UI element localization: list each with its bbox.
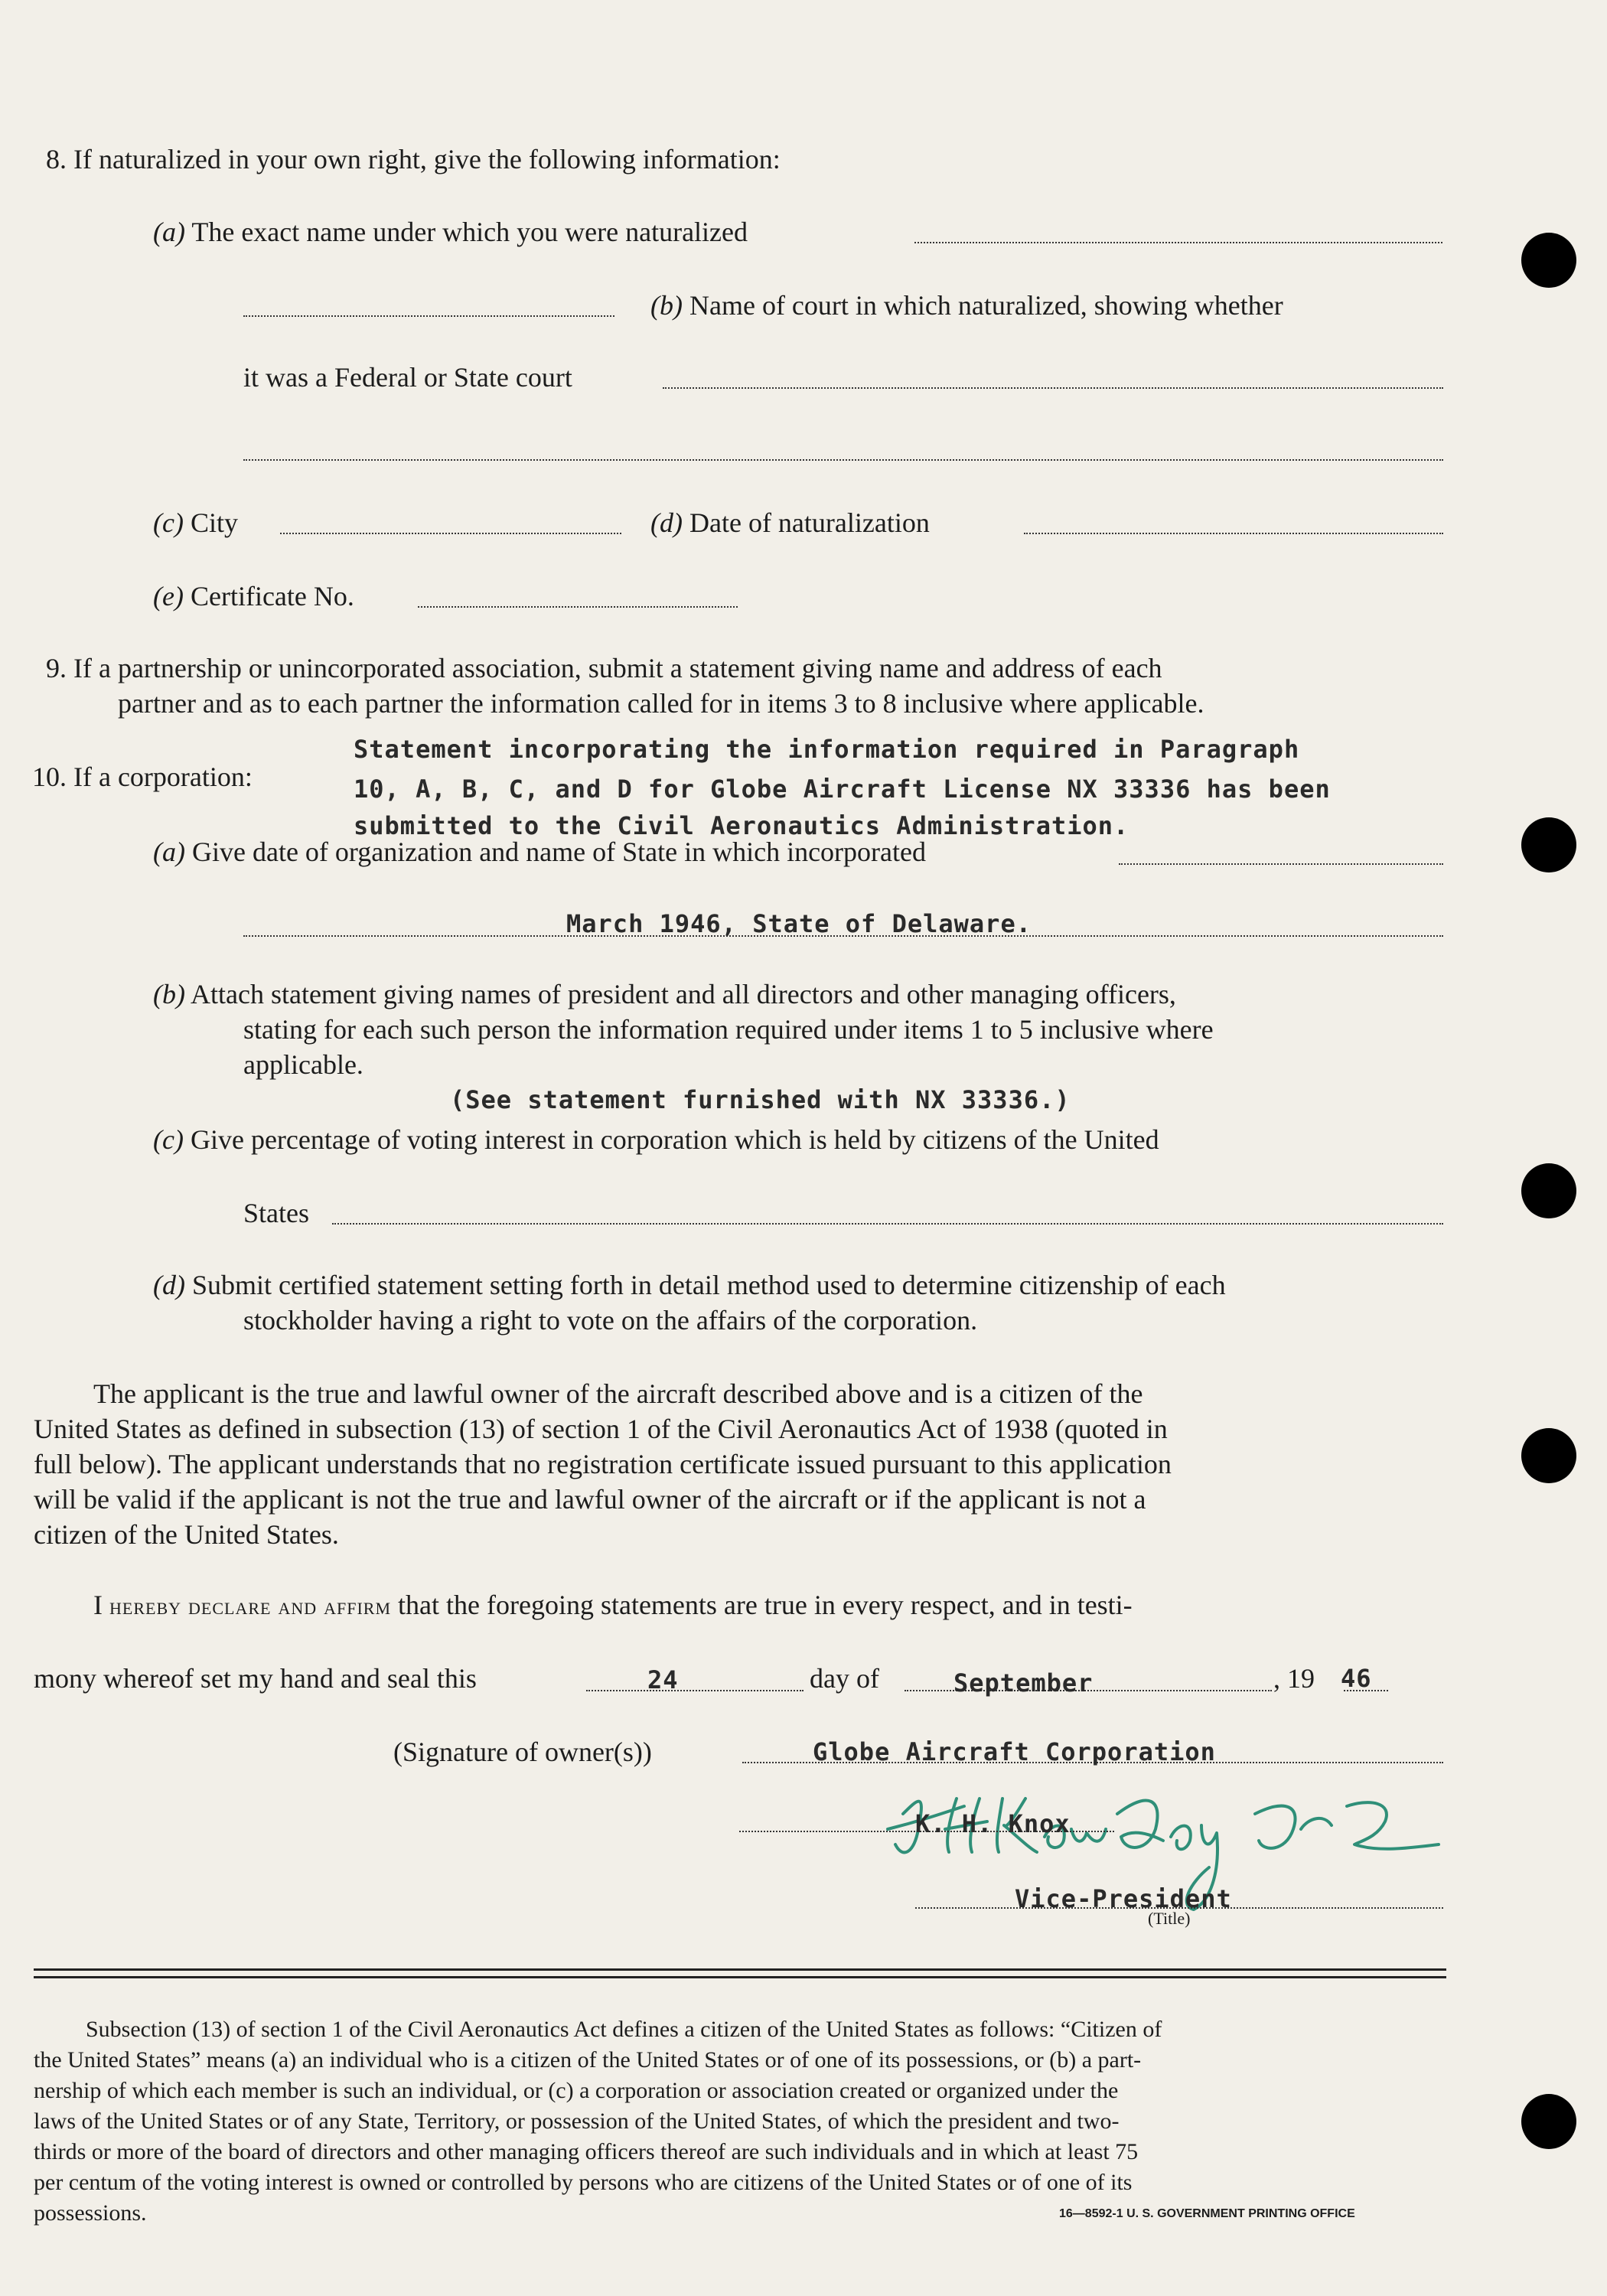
court-name-field-line-2[interactable] bbox=[243, 459, 1443, 461]
certificate-number-field[interactable] bbox=[418, 606, 738, 608]
typed-owner-name: Globe Aircraft Corporation bbox=[813, 1737, 1216, 1766]
item-10c-line-2: States bbox=[243, 1198, 309, 1228]
item-10c-label: (c) Give percentage of voting interest in corporation which is held by citizens of the United bbox=[153, 1124, 1159, 1155]
typed-organization-date: March 1946, State of Delaware. bbox=[566, 909, 1032, 938]
affirmation-line-2: mony whereof set my hand and seal this bbox=[34, 1663, 477, 1694]
declaration-line-2: United States as defined in subsection (13) of section 1 of the Civil Aeronautics Act of 1938 (quoted in bbox=[34, 1414, 1168, 1444]
declaration-line-5: citizen of the United States. bbox=[34, 1519, 339, 1550]
typed-statement-line-2: 10, A, B, C, and D for Globe Aircraft License NX 33336 has been bbox=[354, 775, 1331, 804]
item-9-text: 9. If a partnership or unincorporated association, submit a statement giving name and address of each bbox=[46, 653, 1162, 683]
typed-month: September bbox=[953, 1668, 1094, 1698]
typed-see-statement: (See statement furnished with NX 33336.) bbox=[450, 1085, 1071, 1114]
naturalized-name-field[interactable] bbox=[914, 242, 1442, 243]
item-9-text-line-2: partner and as to each partner the information called for in items 3 to 8 inclusive where applicable. bbox=[118, 688, 1204, 719]
declaration-line-1: The applicant is the true and lawful owner of the aircraft described above and is a citizen of the bbox=[93, 1378, 1143, 1409]
typed-year: 46 bbox=[1341, 1664, 1372, 1693]
city-field[interactable] bbox=[280, 533, 621, 534]
punch-hole bbox=[1521, 1428, 1576, 1483]
item-8b-continuation: it was a Federal or State court bbox=[243, 362, 572, 393]
footnote-line-1: Subsection (13) of section 1 of the Civil Aeronautics Act defines a citizen of the United States as follows: “Citizen of bbox=[86, 2017, 1162, 2042]
footnote-line-7: possessions. bbox=[34, 2200, 147, 2226]
item-10b-line-2: stating for each such person the information required under items 1 to 5 inclusive where bbox=[243, 1014, 1214, 1045]
affirmation-line-1: I hereby declare and affirm that the foregoing statements are true in every respect, and in testi- bbox=[93, 1590, 1133, 1620]
item-8-heading: 8. If naturalized in your own right, give the following information: bbox=[46, 144, 781, 174]
item-8b-label: (b) Name of court in which naturalized, showing whether bbox=[650, 290, 1283, 321]
item-8c-label: (c) City bbox=[153, 507, 238, 538]
footnote-line-5: thirds or more of the board of directors and other managing officers thereof are such individuals and in which at least 75 bbox=[34, 2139, 1139, 2164]
naturalization-date-field[interactable] bbox=[1024, 533, 1443, 534]
typed-title: Vice-President bbox=[1015, 1884, 1232, 1913]
footer-divider-bottom bbox=[34, 1976, 1446, 1978]
item-8a-label: (a) The exact name under which you were naturalized bbox=[153, 217, 748, 247]
typed-day: 24 bbox=[647, 1665, 679, 1694]
footnote-line-4: laws of the United States or of any State, Territory, or possession of the United States, of which the president and two- bbox=[34, 2108, 1120, 2134]
punch-hole bbox=[1521, 1163, 1576, 1218]
item-8d-label: (d) Date of naturalization bbox=[650, 507, 930, 538]
typed-statement-line-3: submitted to the Civil Aeronautics Administration. bbox=[354, 811, 1129, 840]
footnote-line-6: per centum of the voting interest is owned or controlled by persons who are citizens of the United States or of one of its bbox=[34, 2170, 1133, 2195]
item-8e-label: (e) Certificate No. bbox=[153, 581, 354, 612]
punch-hole bbox=[1521, 2094, 1576, 2149]
year-prefix: , 19 bbox=[1273, 1663, 1315, 1694]
punch-hole bbox=[1521, 817, 1576, 872]
title-caption: (Title) bbox=[1148, 1909, 1191, 1928]
declaration-line-3: full below). The applicant understands that no registration certificate issued pursuant to this application bbox=[34, 1449, 1172, 1479]
footnote-line-3: nership of which each member is such an individual, or (c) a corporation or association created or organized under the bbox=[34, 2078, 1119, 2103]
item-10-heading: 10. If a corporation: bbox=[32, 762, 253, 792]
naturalized-name-field-continued[interactable] bbox=[243, 315, 614, 317]
footnote-line-2: the United States” means (a) an individual who is a citizen of the United States or of one of its possessions, or (b) a part- bbox=[34, 2047, 1142, 2073]
item-10b-label: (b) Attach statement giving names of president and all directors and other managing officers, bbox=[153, 979, 1176, 1009]
typed-officer-name: K. H. Knox bbox=[915, 1809, 1071, 1838]
signature-label: (Signature of owner(s)) bbox=[393, 1737, 652, 1767]
punch-hole bbox=[1521, 233, 1576, 288]
court-name-field[interactable] bbox=[663, 387, 1443, 389]
day-of-label: day of bbox=[810, 1663, 879, 1694]
item-10a-label: (a) Give date of organization and name of State in which incorporated bbox=[153, 837, 926, 867]
organization-date-field[interactable] bbox=[1119, 863, 1443, 865]
printer-mark: 16—8592-1 U. S. GOVERNMENT PRINTING OFFICE bbox=[1059, 2207, 1355, 2220]
typed-statement-line-1: Statement incorporating the information required in Paragraph bbox=[354, 735, 1300, 764]
voting-interest-field[interactable] bbox=[332, 1223, 1443, 1225]
item-10d-label: (d) Submit certified statement setting forth in detail method used to determine citizenship of each bbox=[153, 1270, 1226, 1300]
day-field[interactable] bbox=[586, 1690, 804, 1691]
item-10b-line-3: applicable. bbox=[243, 1049, 363, 1080]
item-10d-line-2: stockholder having a right to vote on the affairs of the corporation. bbox=[243, 1305, 978, 1336]
footer-divider-top bbox=[34, 1968, 1446, 1971]
declaration-line-4: will be valid if the applicant is not the true and lawful owner of the aircraft or if the applicant is not a bbox=[34, 1484, 1146, 1515]
